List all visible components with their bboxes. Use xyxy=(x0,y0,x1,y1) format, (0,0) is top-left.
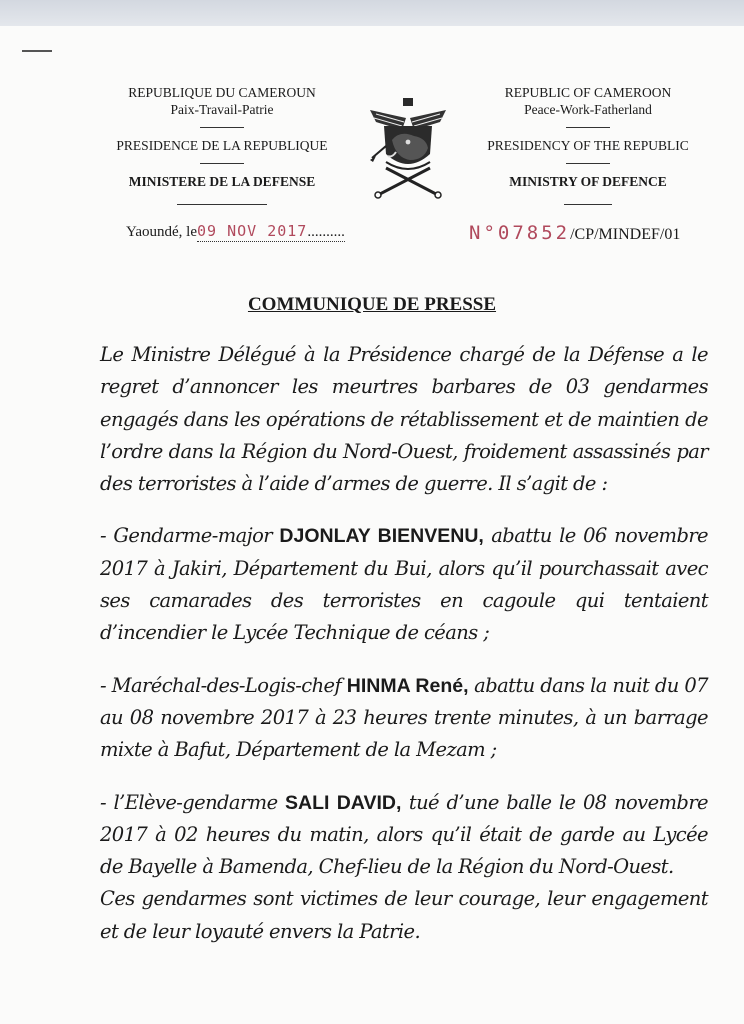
presidency-fr: PRESIDENCE DE LA REPUBLIQUE xyxy=(116,138,328,153)
country-name-en: REPUBLIC OF CAMEROON xyxy=(504,85,672,100)
victim-rank: - Maréchal-des-Logis-chef xyxy=(100,673,347,697)
country-name-fr: REPUBLIQUE DU CAMEROUN xyxy=(128,85,316,100)
ministry-fr: MINISTERE DE LA DEFENSE xyxy=(128,174,316,189)
header-right xyxy=(458,84,718,214)
reference-stamp: 07852 xyxy=(497,222,571,244)
reference-number xyxy=(469,222,680,244)
ministry-en: MINISTRY OF DEFENCE xyxy=(509,174,667,189)
header-left xyxy=(92,84,352,214)
victim-details: tué d’une balle le 08 novembre 2017 à 02 heures du matin, alors qu’il était de garde au Lycée de Bayelle à Bamenda, Chef-lieu de la Région du Nord-Ouest. xyxy=(100,790,708,879)
defence-emblem-icon xyxy=(366,96,450,204)
divider xyxy=(566,127,610,128)
divider xyxy=(177,204,267,205)
victim-name: SALI DAVID, xyxy=(285,791,402,814)
victim-rank: - Gendarme-major xyxy=(100,524,280,548)
reference-suffix: /CP/MINDEF/01 xyxy=(570,226,681,243)
presidency-en: PRESIDENCY OF THE REPUBLIC xyxy=(487,138,689,153)
divider xyxy=(564,204,612,205)
victim-name: HINMA René, xyxy=(346,674,469,697)
document-title: COMMUNIQUE DE PRESSE xyxy=(247,294,497,315)
victim-details: abattu le 06 novembre 2017 à Jakiri, Département du Bui, alors qu’il pourchassait avec ses camarades des terroristes en cagoule qui tentaient d’incendier le Lycée Technique de céans ; xyxy=(100,524,708,645)
divider xyxy=(200,127,244,128)
victim-rank: - l’Elève-gendarme xyxy=(100,790,285,814)
divider xyxy=(200,163,244,164)
closing-paragraph: Ces gendarmes sont victimes de leur courage, leur engagement et de leur loyauté envers la Patrie. xyxy=(100,887,708,943)
place-date xyxy=(126,222,345,241)
victim-item-3 xyxy=(100,787,708,884)
margin-mark xyxy=(22,50,52,52)
motto-fr: Paix-Travail-Patrie xyxy=(170,102,274,117)
victim-item-1 xyxy=(100,520,708,649)
place-label: Yaoundé, le xyxy=(126,224,197,240)
document-body xyxy=(100,339,708,968)
date-field: 09 NOV 2017.......... xyxy=(196,222,345,240)
divider xyxy=(566,163,610,164)
reference-prefix: N° xyxy=(469,222,498,244)
victim-item-2 xyxy=(100,670,708,767)
victim-details: abattu dans la nuit du 07 au 08 novembre 2017 à 23 heures trente minutes, à un barrage mixte à Bafut, Département de la Mezam ; xyxy=(100,673,708,762)
date-stamp: 09 NOV 2017 xyxy=(196,222,308,240)
victim-name: DJONLAY BIENVENU, xyxy=(279,525,484,548)
scan-top-strip xyxy=(0,0,744,26)
intro-paragraph: Le Ministre Délégué à la Présidence chargé de la Défense a le regret d’annoncer les meurtres barbares de 03 gendarmes engagés dans les opérations de rétablissement et de maintien de l’ordre dans la Région du Nord-Ouest, froidement assassinés par des terroristes à l’aide d’armes de guerre. Il s’agit de : xyxy=(100,343,708,496)
motto-en: Peace-Work-Fatherland xyxy=(524,102,652,117)
